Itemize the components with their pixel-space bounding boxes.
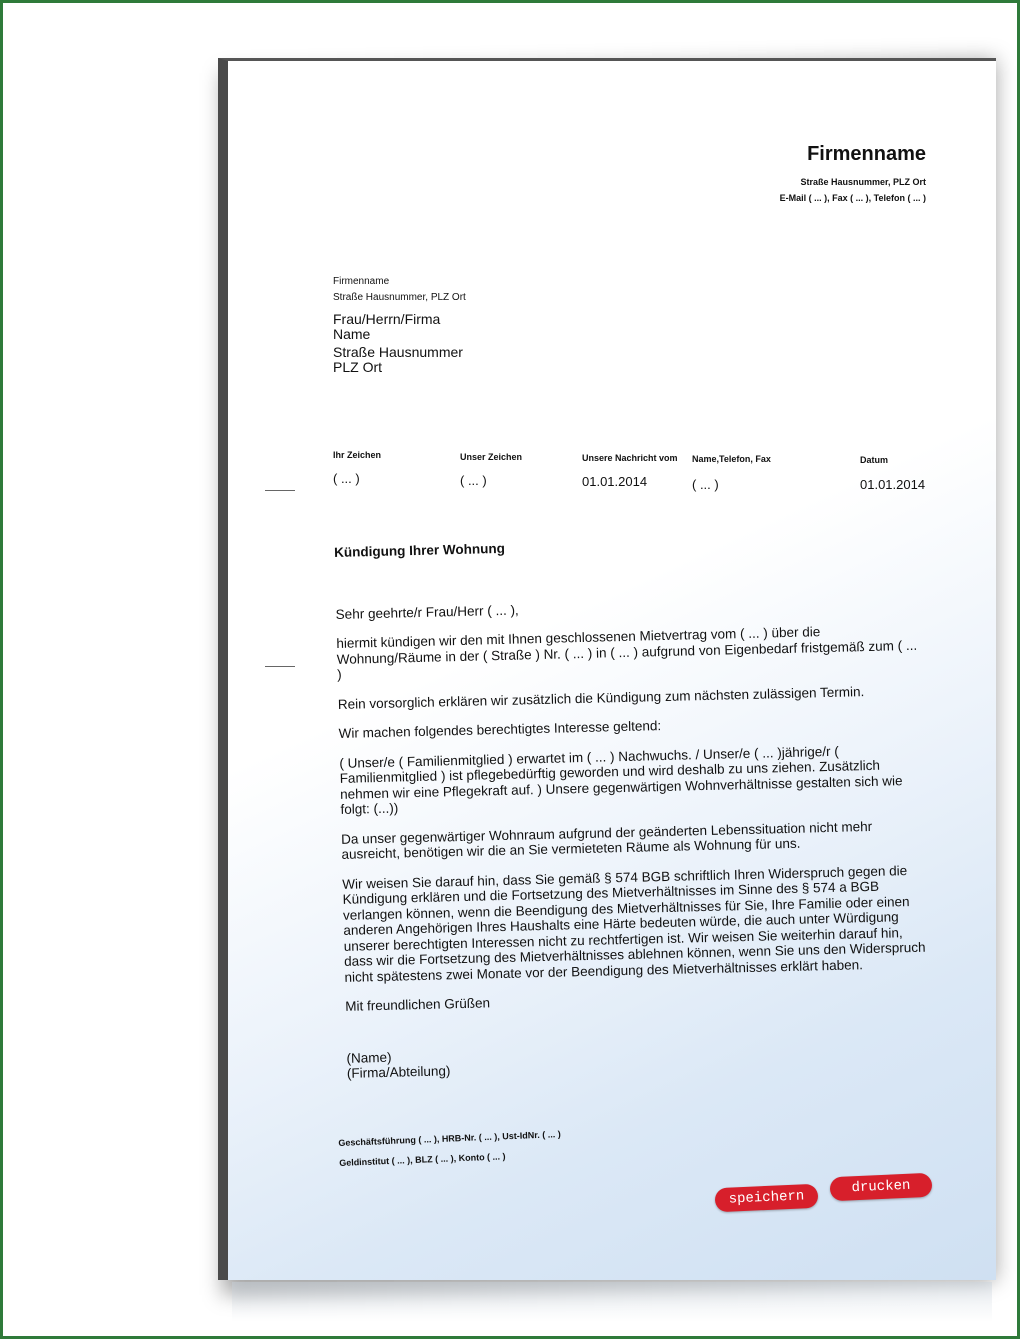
footer-line: Geldinstitut ( ... ), BLZ ( ... ), Konto ( ... ) (339, 1151, 506, 1168)
letter-paragraph: Rein vorsorglich erklären wir zusätzlich die Kündigung zum nächsten zulässigen Termin. (337, 683, 865, 712)
ref-value-nachricht: 01.01.2014 (582, 474, 648, 489)
letterhead-address: Straße Hausnummer, PLZ Ort (800, 177, 926, 187)
ref-label-unser-zeichen: Unser Zeichen (460, 452, 523, 462)
letter-paragraph: ( Unser/e ( Familienmitglied ) erwartet im ( ... ) Nachwuchs. / Unser/e ( ... )jährige/r ( Familienmitglied ) ist pflegebedürftig geworden und wird deshalb zu uns ziehen. Zusätzlich nehmen wir eine Pflegekraft auf. ) Unsere gegenwärtigen Wohnverhältnisse gestalten sich wie folgt: (...)) (339, 743, 903, 817)
recipient-line: Name (333, 326, 371, 342)
ref-value-ihr-zeichen: ( ... ) (333, 471, 360, 486)
letter-salutation: Sehr geehrte/r Frau/Herr ( ... ), (335, 602, 519, 622)
fold-mark (265, 490, 295, 491)
ref-value-kontakt: ( ... ) (692, 477, 719, 492)
print-button[interactable]: drucken (830, 1173, 933, 1201)
letter-body (334, 531, 932, 1082)
ref-label-datum: Datum (860, 455, 889, 465)
recipient-line: PLZ Ort (333, 359, 383, 375)
recipient-line: Frau/Herrn/Firma (333, 311, 441, 327)
letter-paragraph: Wir machen folgendes berechtigtes Interesse geltend: (338, 718, 662, 741)
letter-footer (338, 1124, 562, 1173)
fold-mark (265, 666, 295, 667)
ref-label-kontakt: Name,Telefon, Fax (692, 454, 771, 464)
recipient-line: Straße Hausnummer (333, 344, 463, 360)
signature-department: (Firma/Abteilung) (346, 1063, 451, 1081)
sender-name: Firmenname (333, 276, 390, 287)
ref-value-datum: 01.01.2014 (860, 477, 926, 492)
save-button[interactable]: speichern (715, 1184, 819, 1212)
letter-subject: Kündigung Ihrer Wohnung (334, 540, 506, 560)
letterhead-company: Firmenname (807, 143, 926, 165)
letter-paragraph: Wir weisen Sie darauf hin, dass Sie gemäß § 574 BGB schriftlich Ihren Widerspruch gegen die Kündigung erklären und die Fortsetzung des Mietverhältnisses im Sinne des § 574 a BGB verlangen können, wenn die Beendigung des Mietverhältnisses für Sie, Ihre Familie oder einen anderen Angehörigen Ihres Haushalts eine Härte bedeuten würde, die auch unter Würdigung unserer berechtigten Interessen nicht zu rechtfertigen ist. Wir weisen Sie weiterhin darauf hin, dass wir die Fortsetzung des Mietverhältnisses ablehnen können, wenn Sie uns den Widerspruch nicht spätestens zwei Monate vor der Beendigung des Mietverhältnisses erklärt haben. (342, 862, 926, 985)
letter-closing: Mit freundlichen Grüßen (345, 995, 491, 1014)
letter-paragraph: Da unser gegenwärtiger Wohnraum aufgrund der geänderten Lebenssituation nicht mehr ausreicht, benötigen wir die an Sie vermieteten Räume als Wohnung für uns. (340, 818, 873, 862)
ref-label-nachricht: Unsere Nachricht vom (582, 453, 678, 463)
ref-label-ihr-zeichen: Ihr Zeichen (333, 450, 382, 460)
footer-line: Geschäftsführung ( ... ), HRB-Nr. ( ... ), Ust-IdNr. ( ... ) (338, 1129, 561, 1148)
sender-address: Straße Hausnummer, PLZ Ort (333, 292, 466, 303)
letter-paragraph: hiermit kündigen wir den mit Ihnen geschlossenen Mietvertrag vom ( ... ) über die Wohnung/Räume in der ( Straße ) Nr. ( ... ) in ( ... ) aufgrund von Eigenbedarf fristgemäß zum ( ... ) (336, 624, 918, 682)
page-reflection (232, 1282, 992, 1322)
letterhead-contact: E-Mail ( ... ), Fax ( ... ), Telefon ( ... ) (779, 193, 926, 203)
signature-name: (Name) (346, 1049, 392, 1066)
ref-value-unser-zeichen: ( ... ) (460, 473, 487, 488)
letter-page (218, 58, 996, 1280)
